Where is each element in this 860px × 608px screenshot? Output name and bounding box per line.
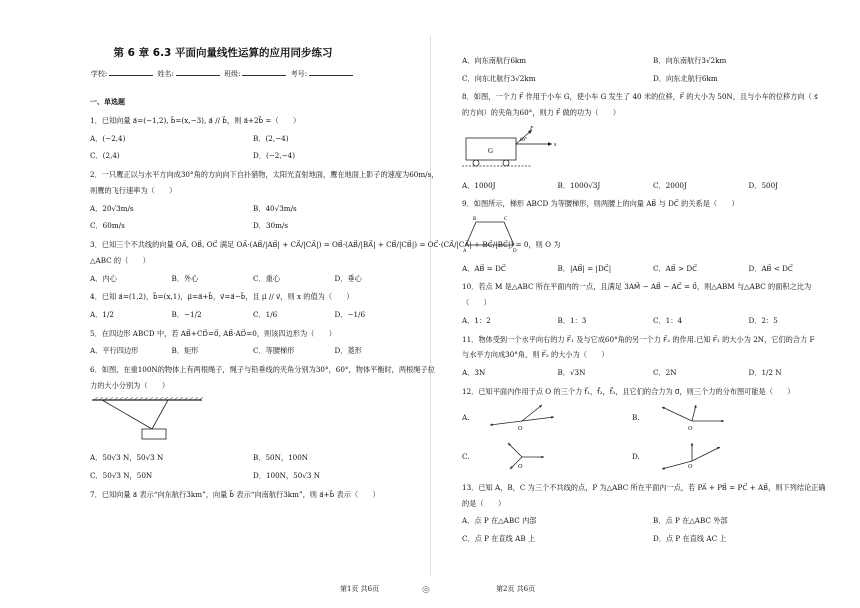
- answer-option[interactable]: B．点 P 在△ABC 外部: [653, 516, 728, 526]
- svg-text:O: O: [518, 464, 523, 471]
- answer-option[interactable]: A．向东南航行6km: [462, 56, 527, 65]
- force-diagram-icon: [652, 439, 802, 474]
- answer-option[interactable]: C．点 P 在直线 AB 上: [462, 534, 536, 544]
- trapezoid-figure: [462, 215, 844, 256]
- options-group: [462, 516, 844, 543]
- force-diagram-option-label[interactable]: C.: [462, 451, 470, 461]
- answer-option[interactable]: A．(−2,4): [90, 133, 126, 143]
- answer-option[interactable]: B．√3N: [557, 368, 586, 378]
- question-stem-continued: （ ）: [462, 298, 491, 308]
- answer-option[interactable]: C．等腰梯形: [253, 346, 295, 356]
- question-stem-continued: 与水平方向成30°角，则 F⃗₂ 的大小为（ ）: [462, 350, 609, 360]
- answer-option[interactable]: B．1：3: [557, 315, 587, 325]
- question-item: [462, 199, 844, 273]
- answer-option[interactable]: D．500J: [748, 180, 779, 190]
- answer-option[interactable]: C．1：4: [653, 315, 683, 325]
- name-blank[interactable]: [176, 75, 220, 76]
- class-label: 班级:: [224, 70, 241, 79]
- question-stem: 9．如图所示，梯形 ABCD 为等腰梯形，则两腰上的向量 AB⃗ 与 DC⃗ 的关系是（ ）: [462, 199, 739, 209]
- right-page: [432, 0, 860, 608]
- question-stem-continued: 力的大小分别为（ ）: [90, 380, 170, 390]
- answer-option[interactable]: A．内心: [90, 273, 117, 283]
- school-label: 学校:: [90, 70, 108, 79]
- question-stem: 2．一只鹰正以与水平方向成30°角的方向向下自扑猎物，太阳光直射地面，鹰在地面上影子的速度为60m/s，: [90, 170, 439, 180]
- answer-option[interactable]: B．向东南航行3√2km: [653, 56, 727, 65]
- question-item: [462, 387, 844, 474]
- answer-option[interactable]: B．1000√3J: [557, 180, 601, 190]
- answer-option[interactable]: D．(−2,−4): [253, 151, 296, 161]
- svg-text:C: C: [504, 217, 508, 223]
- question-stem-continued: 的是（ ）: [462, 498, 506, 508]
- answer-option[interactable]: B．50N，100N: [253, 453, 309, 463]
- school-blank[interactable]: [109, 75, 153, 76]
- options-group: [462, 264, 844, 274]
- question-stem: 11．物体受到一个水平向右的力 F⃗₁ 及与它成60°角的另一个力 F⃗₂ 的作用.已知 F⃗₁ 的大小为 2N，它们的合力 F: [462, 334, 815, 344]
- question-stem: 1．已知向量 a⃗=(−1,2), b⃗=(x,−3), a⃗ // b⃗，则 a⃗+2b⃗ =（ ）: [90, 116, 301, 126]
- question-item: [90, 490, 416, 500]
- answer-option[interactable]: C．重心: [253, 273, 281, 283]
- svg-text:s: s: [554, 141, 557, 148]
- binding-mark: ◎: [422, 584, 430, 595]
- answer-option[interactable]: A．20√3m/s: [90, 203, 134, 213]
- question-stem: 5．在四边形 ABCD 中，若 AB⃗+CD⃗=0⃗, AB⃗·AD⃗=0，则该四边形为（ ）: [90, 328, 336, 338]
- question-item: [90, 292, 416, 319]
- answer-option[interactable]: D．点 P 在直线 AC 上: [653, 534, 727, 544]
- answer-option[interactable]: A．3N: [462, 368, 486, 378]
- options-group: [462, 316, 844, 326]
- force-diagram-option-label[interactable]: D.: [632, 451, 640, 461]
- answer-option[interactable]: A．1：2: [462, 315, 491, 325]
- question-stem: 7．已知向量 a⃗ 表示“向东航行3km”，向量 b⃗ 表示“向南航行3km”，则 a⃗+b⃗ 表示（ ）: [90, 489, 380, 499]
- svg-text:A: A: [463, 249, 467, 254]
- answer-option[interactable]: A．点 P 在△ABC 内部: [462, 516, 537, 526]
- answer-option[interactable]: D．AB⃗ < DC⃗: [748, 263, 793, 273]
- question-stem: 10．若点 M 是△ABC 所在平面内的一点，且满足 3AM⃗ − AB⃗ − AC⃗ = 0⃗，则△ABM 与△ABC 的面积之比为: [462, 282, 812, 292]
- svg-text:G: G: [488, 146, 494, 155]
- answer-option[interactable]: A．AB⃗ = DC⃗: [462, 263, 506, 273]
- answer-option[interactable]: D．1/2 N: [748, 368, 782, 378]
- options-group: [462, 56, 844, 83]
- answer-option[interactable]: A．1000J: [462, 180, 496, 190]
- page-number-left: 第1页 共6页: [340, 584, 380, 593]
- question-stem-continued: 则鹰的飞行速率为（ ）: [90, 185, 177, 195]
- svg-text:O: O: [518, 425, 523, 432]
- answer-option[interactable]: D．向东北航行6km: [653, 73, 718, 83]
- exam-no-blank[interactable]: [309, 75, 353, 76]
- answer-option[interactable]: A．50√3 N，50√3 N: [90, 453, 164, 463]
- svg-text:B: B: [473, 217, 477, 223]
- options-group: [462, 181, 844, 191]
- question-stem: 8．如图，一个力 F⃗ 作用于小车 G，使小车 G 发生了 40 米的位移，F⃗ 的大小为 50N，且与小车的位移方向（ s⃗: [462, 92, 818, 102]
- page-number-right: 第2页 共6页: [496, 584, 536, 593]
- answer-option[interactable]: B．(2,−4): [253, 133, 289, 143]
- answer-option[interactable]: B．|AB⃗| = |DC⃗|: [557, 263, 612, 273]
- answer-option[interactable]: D．垂心: [334, 273, 362, 283]
- question-item: [462, 92, 844, 190]
- answer-option[interactable]: C．向东北航行3√2km: [462, 73, 536, 83]
- question-stem: 12．已知平面内作用于点 O 的三个力 f⃗₁，f⃗₂，f⃗₃，且它们的合力为 0⃗，则三个力的分布图可能是（ ）: [462, 386, 795, 396]
- question-stem: 6．如图，在重100N的物体上有两根绳子，绳子与铅垂线的夹角分别为30°，60°，物体平衡时，两根绳子拉: [90, 365, 435, 375]
- options-group: [90, 274, 416, 284]
- exam-no-label: 考号:: [290, 70, 308, 79]
- question-stem-continued: △ABC 的（ ）: [90, 255, 150, 265]
- options-group: [90, 346, 416, 356]
- question-item: [462, 483, 844, 544]
- force-diagram-icon: [652, 401, 802, 436]
- answer-option[interactable]: D．菱形: [334, 346, 362, 356]
- question-item: [90, 170, 439, 231]
- answer-option[interactable]: A．平行四边形: [90, 346, 139, 356]
- svg-text:O: O: [688, 464, 693, 471]
- answer-option[interactable]: D．2：5: [748, 315, 778, 325]
- answer-option[interactable]: B．40√3m/s: [253, 203, 297, 213]
- class-blank[interactable]: [242, 75, 286, 76]
- svg-text:F: F: [530, 125, 534, 132]
- page-divider: [430, 36, 431, 576]
- options-group: [90, 134, 416, 161]
- answer-option[interactable]: A．1/2: [90, 309, 114, 319]
- question-stem: 3．已知三个不共线的向量 OA⃗, OB⃗, OC⃗ 满足 OA⃗·(AB⃗/|AB⃗| + CA⃗/|CA⃗|) = OB⃗·(AB⃗/|BA⃗| + CB⃗/|CB⃗|) = OC⃗·(CA⃗/|CA⃗| + BC⃗/|BC⃗|) = 0，则 O 为: [90, 240, 561, 250]
- question-stem-continued: 的方向）的夹角为60°，则力 F⃗ 做的功为（ ）: [462, 108, 621, 118]
- rope-weight-figure: [90, 397, 416, 446]
- question-stem: 13．已知 A，B，C 为三个不共线的点，P 为△ABC 所在平面内一点，若 PA⃗ + PB⃗ = PC⃗ + AB⃗，则下列结论正确: [462, 482, 826, 492]
- answer-option[interactable]: D．30m/s: [253, 221, 289, 231]
- answer-option[interactable]: C．(2,4): [90, 151, 120, 161]
- student-info-line: [30, 70, 416, 79]
- answer-option[interactable]: D．100N，50√3 N: [253, 470, 321, 480]
- answer-option[interactable]: C．2N: [653, 368, 677, 378]
- answer-option[interactable]: C．50√3 N，50N: [90, 470, 153, 480]
- answer-option[interactable]: C．1/6: [253, 309, 278, 319]
- question-item: [462, 282, 844, 325]
- svg-text:60°: 60°: [520, 137, 527, 143]
- options-group: [462, 368, 844, 378]
- question-item: [90, 116, 416, 161]
- options-group: [90, 453, 416, 480]
- answer-option[interactable]: B．矩形: [171, 346, 199, 356]
- answer-option[interactable]: C．AB⃗ > DC⃗: [653, 263, 698, 273]
- question-item: [462, 335, 844, 378]
- answer-option[interactable]: C．60m/s: [90, 221, 125, 231]
- answer-option[interactable]: D．−1/6: [334, 309, 366, 319]
- force-diagram-row: [462, 439, 844, 474]
- name-label: 姓名:: [157, 70, 174, 79]
- force-diagram-icon: [482, 401, 632, 436]
- question-item: [462, 56, 844, 83]
- options-group: [90, 310, 416, 320]
- section-heading: 一、单选题: [90, 97, 125, 106]
- force-diagram-option-label[interactable]: B.: [632, 413, 640, 422]
- force-diagram-icon: [482, 439, 632, 474]
- page-title: 第 6 章 6.3 平面向量线性运算的应用同步练习: [113, 47, 333, 59]
- force-diagram-option-label[interactable]: A.: [462, 413, 470, 422]
- answer-option[interactable]: B．−1/2: [171, 309, 202, 319]
- cart-force-figure: [462, 124, 844, 173]
- options-group: [90, 204, 416, 231]
- svg-text:O: O: [688, 425, 693, 432]
- force-diagram-row: [462, 401, 844, 436]
- question-item: [90, 329, 416, 356]
- question-item: [90, 365, 435, 481]
- answer-option[interactable]: C．2000J: [653, 180, 687, 190]
- question-stem: 4．已知 a⃗=(1,2)，b⃗=(x,1)，μ⃗=a⃗+b⃗，v⃗=a⃗−b⃗，且 μ⃗ // v⃗，则 x 的值为（ ）: [90, 292, 354, 302]
- answer-option[interactable]: B．外心: [171, 273, 199, 283]
- svg-text:D: D: [513, 249, 517, 254]
